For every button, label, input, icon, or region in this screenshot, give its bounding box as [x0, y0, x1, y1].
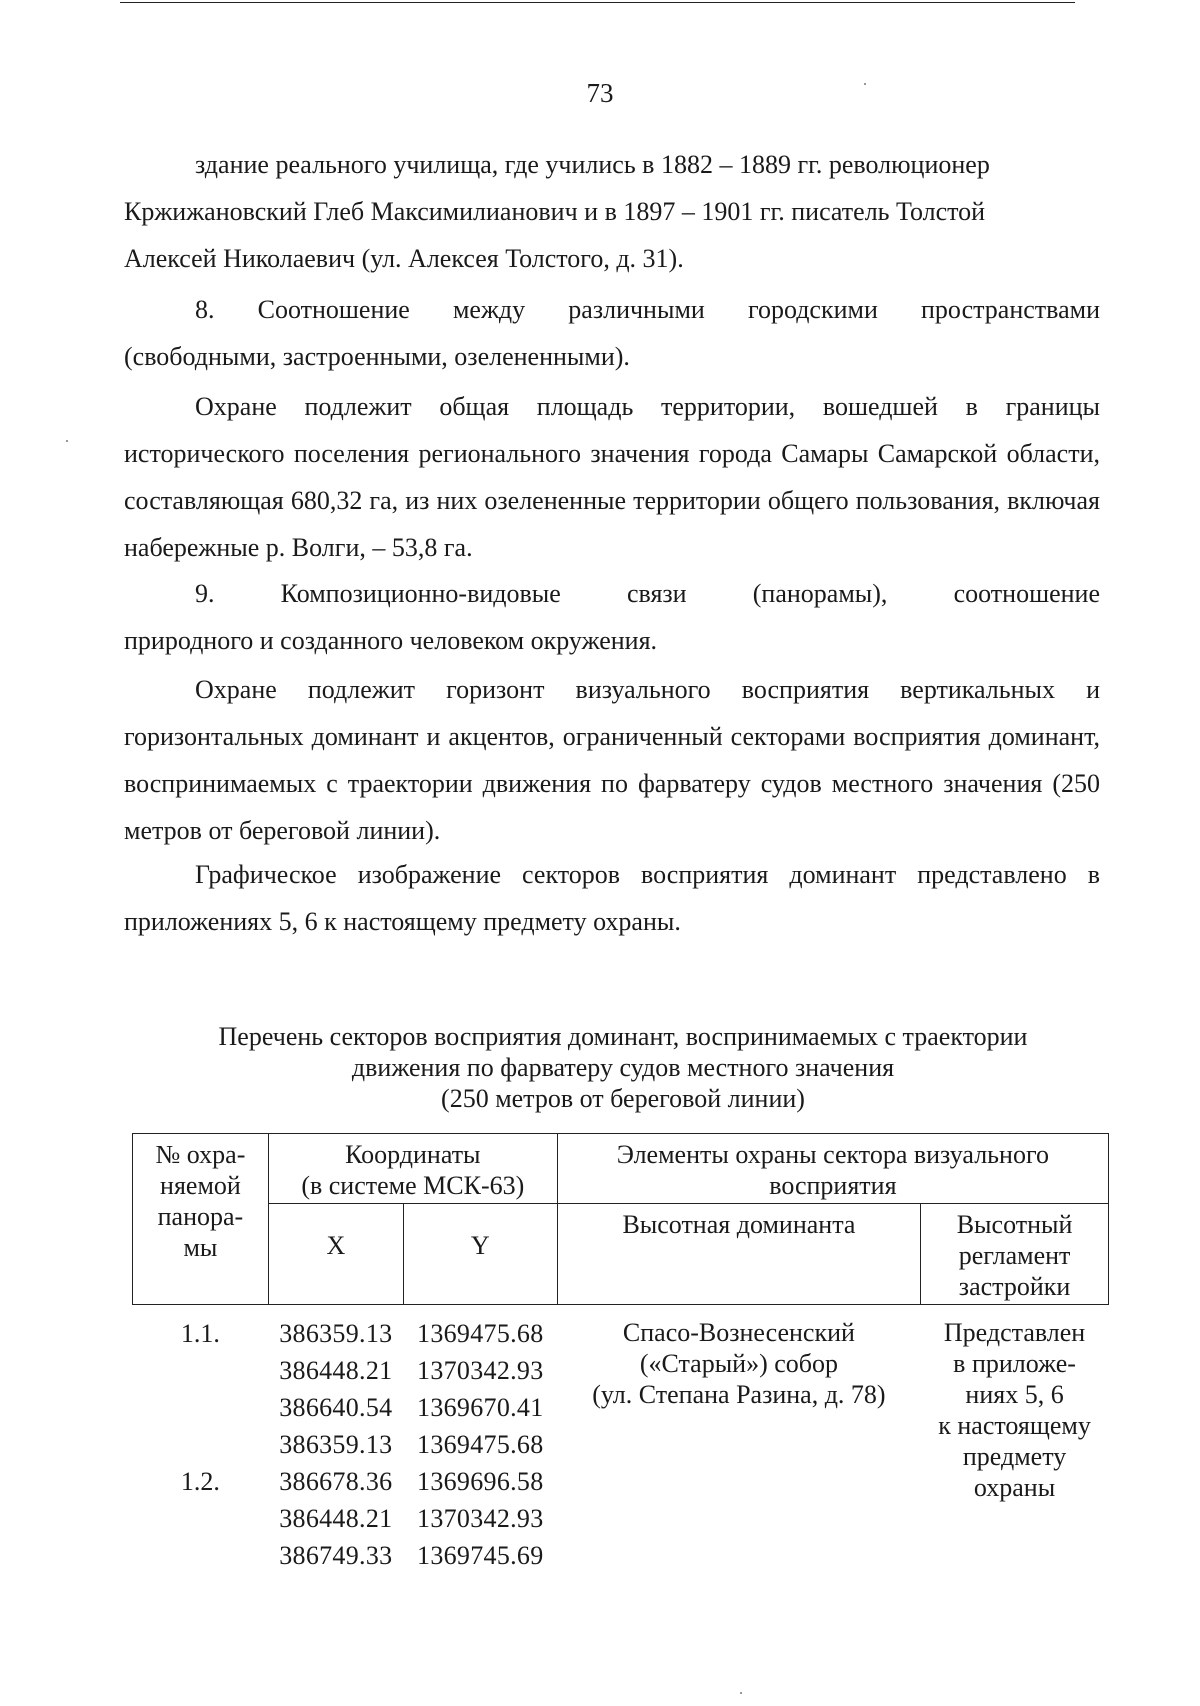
y-value: 1370342.93	[417, 1504, 544, 1533]
word: между	[452, 295, 526, 324]
table-subheader-row	[133, 1204, 1109, 1305]
regulation-line: ниях 5, 6	[965, 1380, 1064, 1409]
top-border-line	[120, 2, 1075, 3]
table-row	[133, 1305, 1109, 1575]
x-value: 386678.36	[279, 1467, 393, 1496]
word: связи	[626, 579, 687, 608]
paragraph-visual-horizon: Охране подлежит горизонт визуального восприятия вертикальных и горизонтальных доминант и акцентов, ограниченный секторами восприятия доминант, воспринимаемых с траектории движения по фарватеру судов местного значения (250 метров от береговой линии).	[124, 675, 1100, 845]
regulation-line: предмету	[962, 1442, 1067, 1471]
spread-line	[124, 286, 1100, 333]
word: различными	[568, 295, 705, 324]
word: пространствами	[921, 295, 1100, 324]
y-value: 1370342.93	[417, 1356, 544, 1385]
dominant-line: (ул. Степана Разина, д. 78)	[592, 1380, 886, 1409]
table-header-row	[133, 1134, 1109, 1204]
scan-speck	[864, 83, 866, 85]
y-value: 1369670.41	[417, 1393, 544, 1422]
word: Соотношение	[257, 295, 410, 324]
word: 8.	[195, 295, 215, 324]
header-coordinates: Координаты (в системе МСК-63)	[268, 1134, 557, 1204]
caption-line: (250 метров от береговой линии)	[441, 1084, 805, 1113]
regulation-column	[921, 1305, 1109, 1575]
word: (панорамы),	[752, 579, 888, 608]
header-y: Y	[403, 1204, 557, 1305]
table-caption	[140, 1021, 1106, 1114]
page-number: 73	[586, 78, 614, 108]
regulation-line: охраны	[973, 1473, 1056, 1502]
x-value: 386359.13	[279, 1319, 393, 1348]
dominant-line: Спасо-Вознесенский	[622, 1318, 855, 1347]
text-line: Кржижановский Глеб Максимилианович и в 1897 – 1901 гг. писатель Толстой	[124, 197, 986, 226]
dominant-column	[557, 1305, 920, 1575]
header-height-regulation: Высотный регламент застройки	[921, 1204, 1109, 1305]
paragraph-continuation	[124, 141, 1100, 282]
x-value: 386640.54	[279, 1393, 393, 1422]
word: Композиционно-видовые	[280, 579, 561, 608]
text-line: (свободными, застроенными, озелененными).	[124, 342, 630, 371]
caption-line: Перечень секторов восприятия доминант, воспринимаемых с траектории	[218, 1022, 1028, 1051]
panorama-number: 1.1.	[180, 1319, 220, 1348]
header-protection-elements: Элементы охраны сектора визуального восприятия	[557, 1134, 1108, 1204]
scan-speck	[740, 1692, 742, 1694]
word: 9.	[195, 579, 215, 608]
y-column	[403, 1305, 557, 1575]
y-value: 1369745.69	[417, 1541, 544, 1570]
regulation-line: к настоящему	[938, 1411, 1091, 1440]
text-line-content: здание реального училища, где учились в 1882 – 1889 гг. революционер	[195, 150, 990, 179]
x-value: 386448.21	[279, 1356, 393, 1385]
word: городскими	[747, 295, 878, 324]
text-line: природного и созданного человеком окружения.	[124, 626, 658, 655]
sectors-table	[132, 1133, 1109, 1574]
y-value: 1369696.58	[417, 1467, 544, 1496]
x-value: 386448.21	[279, 1504, 393, 1533]
word: соотношение	[953, 579, 1100, 608]
header-panorama-number: № охра- няемой панора- мы	[133, 1134, 269, 1305]
text-line	[124, 141, 1100, 188]
x-value: 386749.33	[279, 1541, 393, 1570]
regulation-line: Представлен	[943, 1318, 1086, 1347]
dominant-line: («Старый») собор	[639, 1349, 839, 1378]
regulation-line: в приложе-	[953, 1349, 1076, 1378]
caption-line: движения по фарватеру судов местного значения	[351, 1053, 895, 1082]
scan-speck	[66, 440, 68, 442]
y-value: 1369475.68	[417, 1430, 544, 1459]
spread-line	[124, 570, 1100, 617]
header-x: X	[268, 1204, 403, 1305]
x-value: 386359.13	[279, 1430, 393, 1459]
text-line: Алексей Николаевич (ул. Алексея Толстого, д. 31).	[124, 244, 684, 273]
paragraph-protected-area: Охране подлежит общая площадь территории, вошедшей в границы исторического поселения регионального значения города Самары Самарской области, составляющая 680,32 га, из них озелененные территории общего пользования, включая набережные р. Волги, – 53,8 га.	[124, 392, 1100, 562]
paragraph-item-9	[124, 570, 1100, 664]
header-height-dominant: Высотная доминанта	[557, 1204, 920, 1305]
panorama-number: 1.2.	[180, 1467, 220, 1496]
panorama-column	[133, 1305, 269, 1575]
paragraph-item-8	[124, 286, 1100, 380]
paragraph-graphic-reference: Графическое изображение секторов восприятия доминант представлено в приложениях 5, 6 к настоящему предмету охраны.	[124, 860, 1100, 936]
x-column	[268, 1305, 403, 1575]
y-value: 1369475.68	[417, 1319, 544, 1348]
